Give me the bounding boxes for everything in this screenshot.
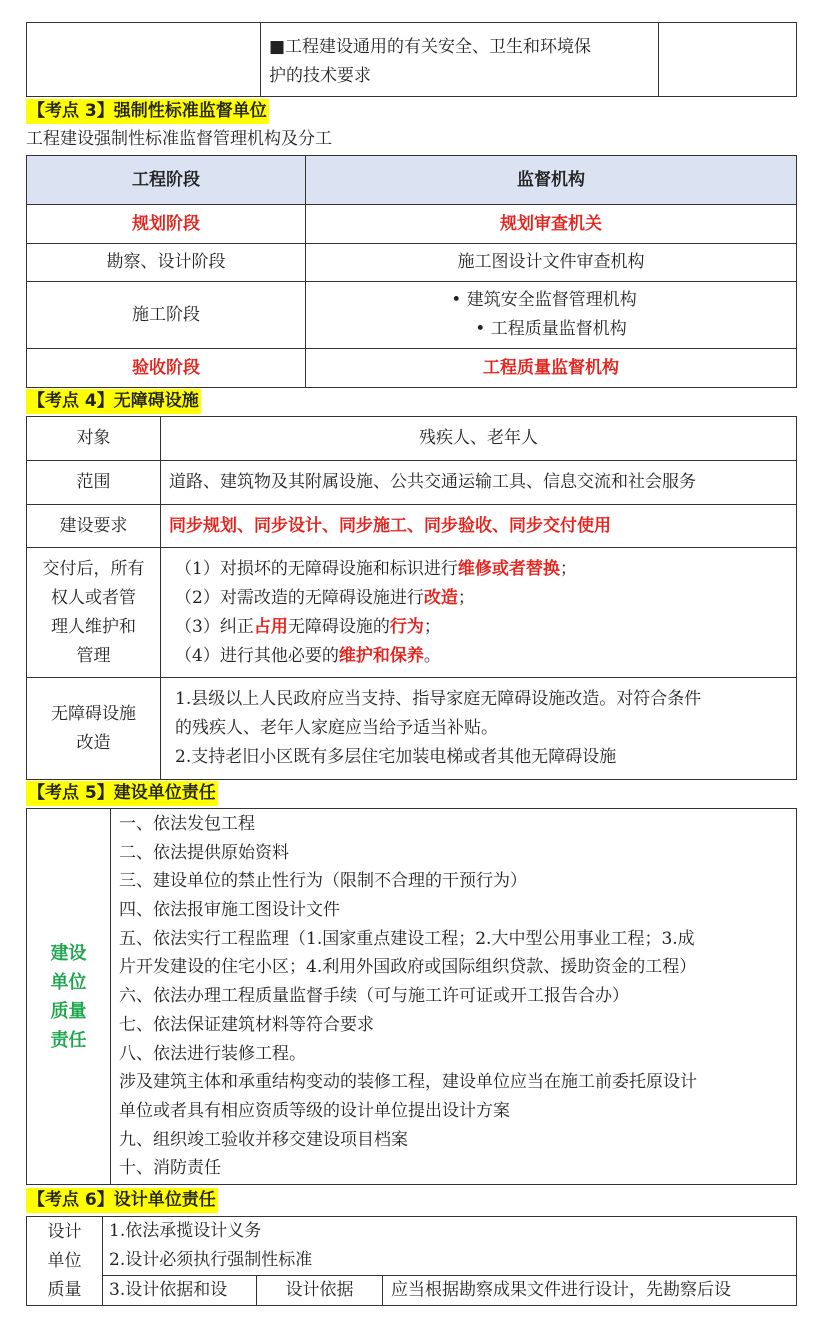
supervision-header-org: 监督机构 (306, 156, 797, 205)
list-item: 片开发建设的住宅小区；4.利用外国政府或国际组织贷款、援助资金的工程） (119, 957, 697, 978)
owner-duty-3-text: （3）纠正 (175, 616, 254, 637)
top-fragment-line-2: 护的技术要求 (269, 66, 371, 86)
owner-duty-4-text: （4）进行其他必要的 (175, 645, 339, 666)
list-item: 六、依法办理工程质量监督手续（可与施工许可证或开工报告合办） (119, 986, 629, 1007)
stage-planning: 规划阶段 (27, 205, 306, 244)
list-item: 十、消防责任 (119, 1158, 221, 1179)
table-row (27, 548, 797, 678)
top-fragment-cell-empty-right (659, 23, 797, 97)
org-survey-design: 施工图设计文件审查机构 (306, 244, 797, 282)
top-fragment-cell-empty-left (27, 23, 261, 97)
org-construction-line-2: • 工程质量监督机构 (475, 319, 627, 339)
owner-duty-2 (175, 584, 788, 613)
object-label: 对象 (27, 417, 161, 461)
owner-duty-2-text: （2）对需改造的无障碍设施进行 (175, 587, 424, 608)
owner-duty-3-highlight-2: 行为 (389, 616, 424, 637)
table-row (27, 349, 797, 388)
list-item: 七、依法保证建筑材料等符合要求 (119, 1014, 374, 1035)
requirement-value: 同步规划、同步设计、同步施工、同步验收、同步交付使用 (161, 505, 797, 548)
owner-duties (161, 548, 797, 678)
owner-label-line-2: 权人或者管 (51, 587, 136, 608)
table-row (27, 282, 797, 349)
top-fragment-table (26, 22, 797, 97)
design-basis-text: 应当根据勘察成果文件进行设计，先勘察后设 (383, 1276, 797, 1306)
owner-label-line-4: 管理 (76, 645, 111, 666)
owner-duty-2-punct: ； (457, 587, 475, 608)
list-item: 二、依法提供原始资料 (119, 842, 289, 863)
requirement-label: 建设要求 (27, 505, 161, 548)
org-acceptance: 工程质量监督机构 (306, 349, 797, 388)
list-item: 四、依法报审施工图设计文件 (119, 900, 340, 921)
retrofit-line-3: 2.支持老旧小区既有多层住宅加装电梯或者其他无障碍设施 (175, 747, 617, 767)
designer-label-line-3: 质量 (47, 1279, 82, 1300)
table-row (27, 244, 797, 282)
list-item: 单位或者具有相应资质等级的设计单位提出设计方案 (119, 1100, 510, 1121)
owner-duty-3-highlight-1: 占用 (253, 616, 288, 637)
retrofit-label-line-2: 改造 (76, 732, 111, 753)
stage-acceptance: 验收阶段 (27, 349, 306, 388)
table-row (27, 417, 797, 461)
object-value: 残疾人、老年人 (161, 417, 797, 461)
owner-responsibility-label (27, 809, 111, 1185)
section3-heading: 【考点 3】强制性标准监督单位 (26, 99, 269, 124)
owner-duty-2-highlight: 改造 (423, 587, 458, 608)
list-item: 八、依法进行装修工程。 (119, 1043, 306, 1064)
owner-label-line-1: 交付后，所有 (42, 558, 145, 579)
designer-item-2: 2.设计必须执行强制性标准 (103, 1246, 797, 1276)
owner-responsibility-label-line-3: 质量 (50, 1000, 87, 1022)
owner-duty-3 (175, 613, 788, 642)
section3-subtitle: 工程建设强制性标准监督管理机构及分工 (26, 129, 332, 149)
scope-value: 道路、建筑物及其附属设施、公共交通运输工具、信息交流和社会服务 (161, 461, 797, 505)
stage-survey-design: 勘察、设计阶段 (27, 244, 306, 282)
accessibility-table (26, 416, 797, 780)
retrofit-content (161, 678, 797, 780)
designer-item-1: 1.依法承揽设计义务 (103, 1217, 797, 1247)
retrofit-line-2: 的残疾人、老年人家庭应当给予适当补贴。 (175, 718, 498, 738)
retrofit-label (27, 678, 161, 780)
org-construction-line-1: • 建筑安全监督管理机构 (451, 290, 637, 310)
owner-responsibility-items (111, 809, 797, 1185)
owner-duty-1-punct: ； (559, 558, 577, 579)
supervision-header-stage: 工程阶段 (27, 156, 306, 205)
owner-responsibility-label-line-4: 责任 (50, 1029, 87, 1051)
owner-duty-4-punct: 。 (423, 645, 441, 666)
design-basis-label: 设计依据 (257, 1276, 383, 1306)
list-item: 一、依法发包工程 (119, 813, 255, 834)
owner-duty-3-punct: ； (423, 616, 441, 637)
top-fragment-line-1: ■工程建设通用的有关安全、卫生和环境保 (269, 37, 592, 57)
table-row (27, 461, 797, 505)
list-item: 九、组织竣工验收并移交建设项目档案 (119, 1129, 408, 1150)
list-item: 三、建设单位的禁止性行为（限制不合理的干预行为） (119, 871, 527, 892)
owner-responsibility-table (26, 808, 797, 1185)
owner-label-line-3: 理人维护和 (51, 616, 136, 637)
org-construction (306, 282, 797, 349)
list-item: 涉及建筑主体和承重结构变动的装修工程，建设单位应当在施工前委托原设计 (119, 1072, 697, 1093)
org-planning: 规划审查机关 (306, 205, 797, 244)
table-row (27, 505, 797, 548)
stage-construction: 施工阶段 (27, 282, 306, 349)
owner-duty-1 (175, 555, 788, 584)
top-fragment-cell (261, 23, 659, 97)
owner-duty-4-highlight: 维护和保养 (338, 645, 424, 666)
designer-label (27, 1217, 103, 1306)
retrofit-label-line-1: 无障碍设施 (51, 703, 136, 724)
retrofit-line-1: 1.县级以上人民政府应当支持、指导家庭无障碍设施改造。对符合条件 (175, 689, 702, 709)
section5-heading: 【考点 5】建设单位责任 (26, 781, 218, 806)
owner-responsibility-label-line-2: 单位 (50, 971, 87, 993)
designer-label-line-2: 单位 (47, 1250, 82, 1271)
owner-duty-1-text: （1）对损坏的无障碍设施和标识进行 (175, 558, 458, 579)
table-row (27, 205, 797, 244)
section4-heading: 【考点 4】无障碍设施 (26, 389, 201, 414)
supervision-table (26, 155, 797, 388)
scope-label: 范围 (27, 461, 161, 505)
designer-label-line-1: 设计 (47, 1221, 82, 1242)
section6-heading: 【考点 6】设计单位责任 (26, 1188, 218, 1213)
owner-responsibility-label-line-1: 建设 (50, 942, 87, 964)
owner-label (27, 548, 161, 678)
table-row (27, 678, 797, 780)
designer-responsibility-table (26, 1216, 797, 1306)
owner-duty-1-highlight: 维修或者替换 (457, 558, 560, 579)
list-item: 五、依法实行工程监理（1.国家重点建设工程；2.大中型公用事业工程；3.成 (119, 928, 695, 949)
owner-duty-3-mid: 无障碍设施的 (287, 616, 390, 637)
designer-item-3: 3.设计依据和设 (103, 1276, 257, 1306)
owner-duty-4 (175, 642, 788, 671)
